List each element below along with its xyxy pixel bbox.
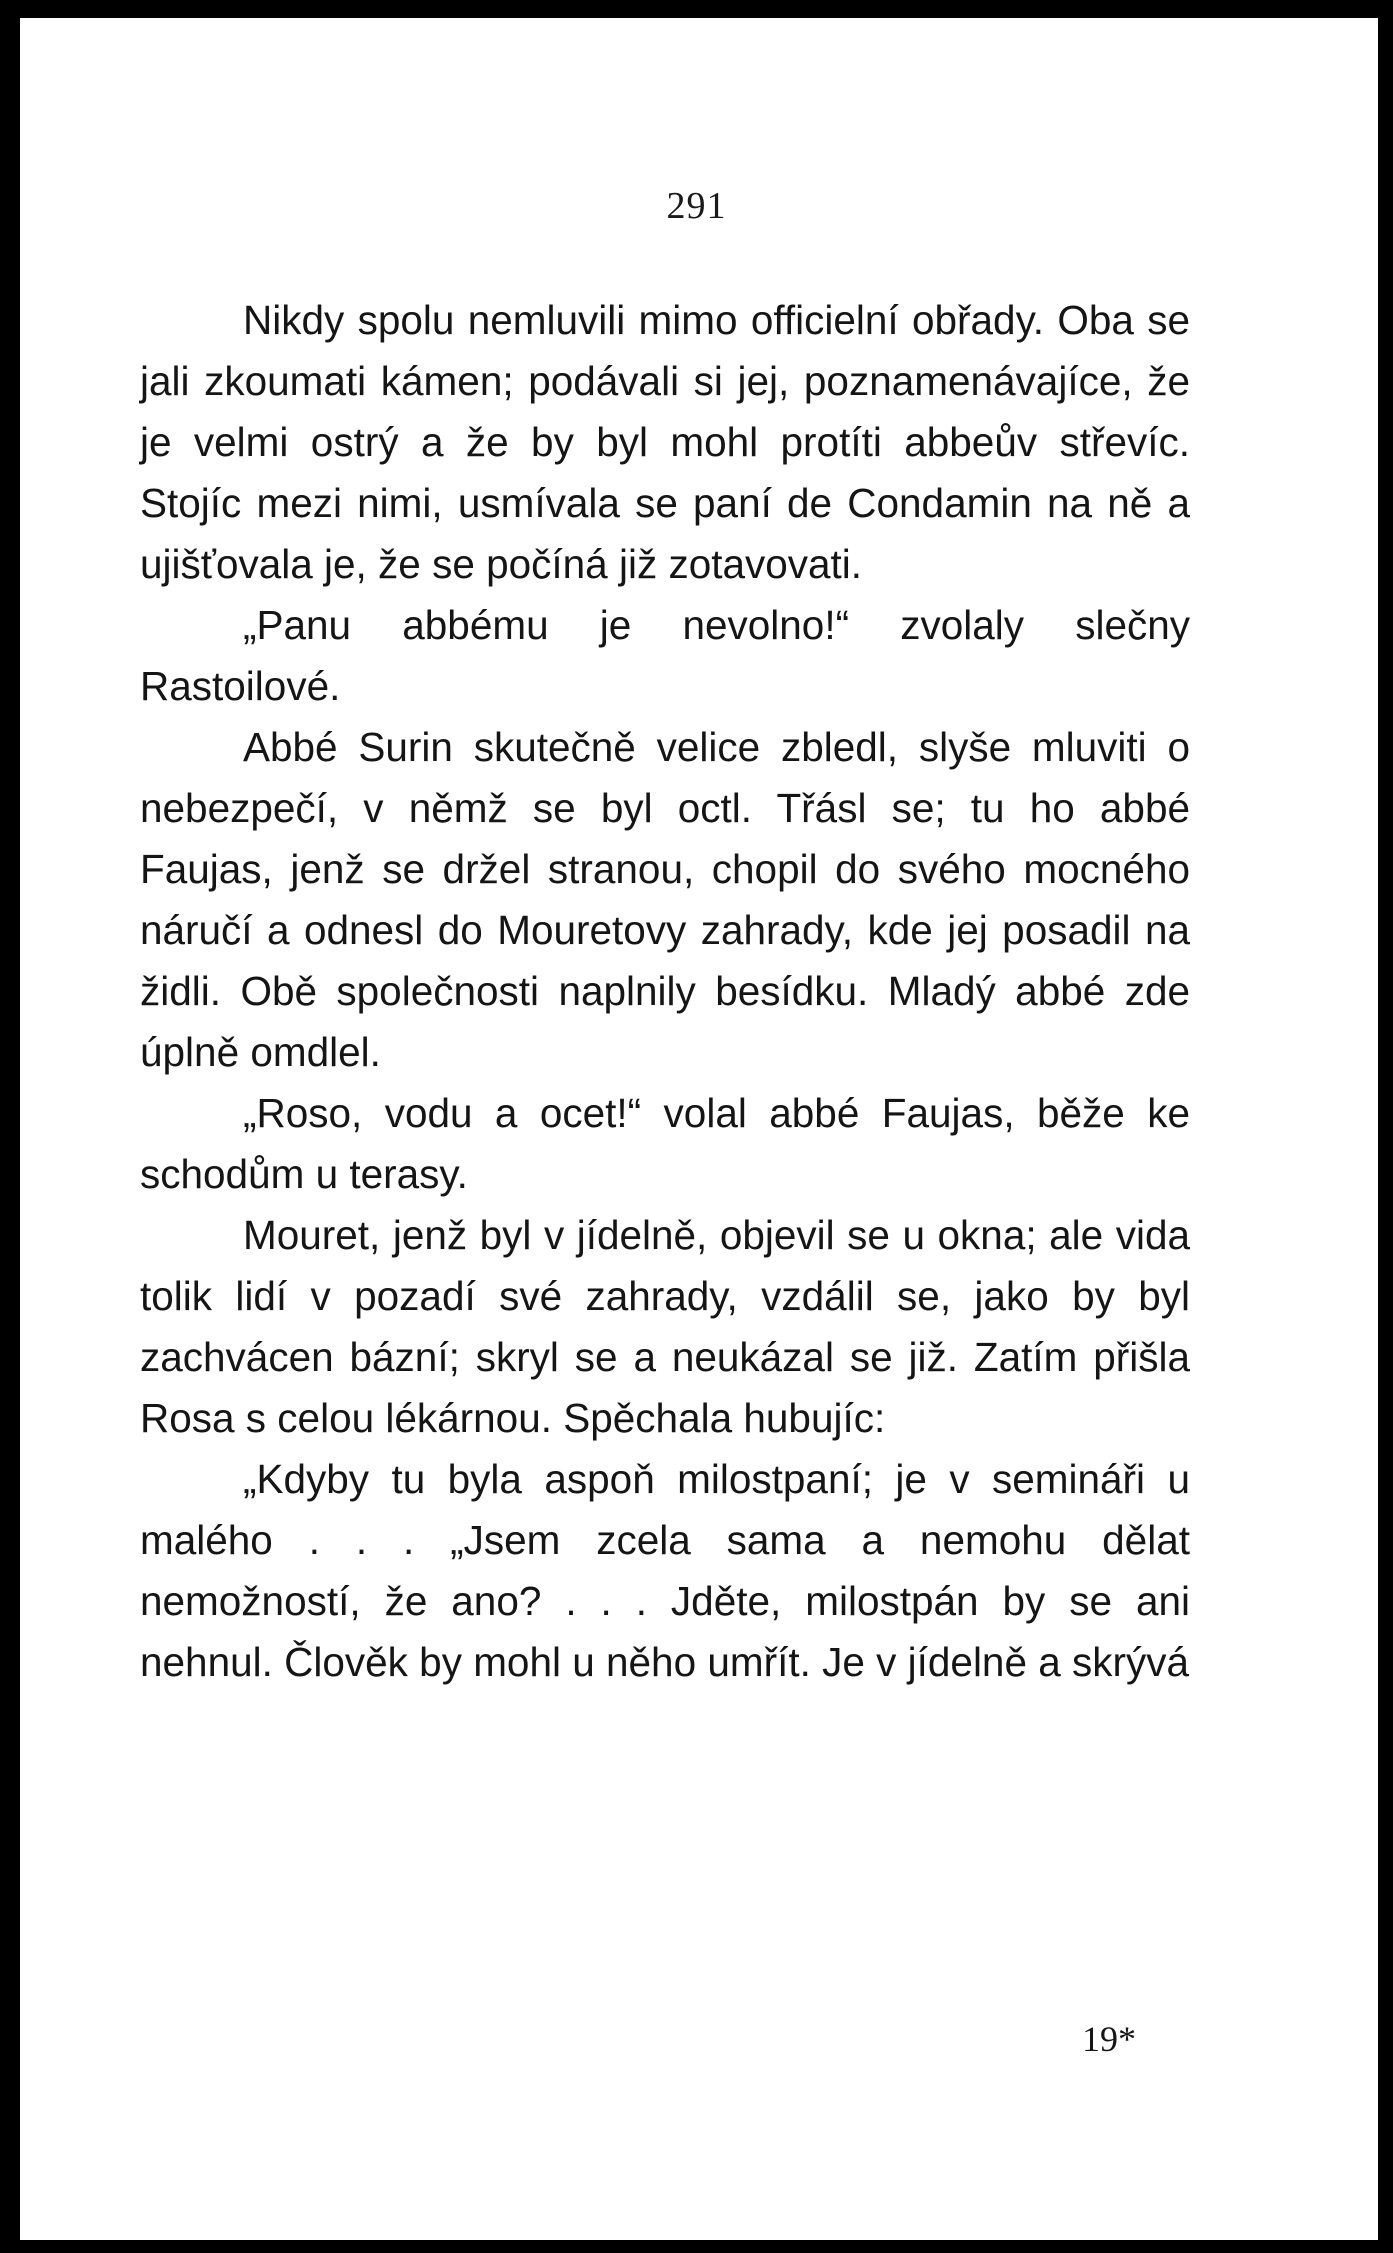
signature-mark: 19* [1082,2019,1136,2059]
scan-edge-right [1378,0,1393,2253]
paragraph: „Roso, vodu a ocet!“ volal abbé Faujas, běže ke schodům u terasy. [140,1090,1190,1197]
scan-edge-left [0,0,20,2253]
paragraph: Abbé Surin skutečně velice zbledl, slyše mluviti o nebezpečí, v němž se byl octl. Třásl se; tu ho abbé Faujas, jenž se držel stranou, chopil do svého mocného náručí a odnesl do Mouretovy zahrady, kde jej posadil na židli. Obě společnosti naplnily besídku. Mladý abbé zde úplně omdlel. [140,724,1190,1075]
page-number: 291 [666,185,727,227]
paragraph: Nikdy spolu nemluvili mimo officielní obřady. Oba se jali zkoumati kámen; podávali si jej, poznamenávajíce, že je velmi ostrý a že by byl mohl protíti abbeův střevíc. Stojíc mezi nimi, usmívala se paní de Condamin na ně a ujišťovala je, že se počíná již zotavovati. [140,297,1190,587]
paragraph: Mouret, jenž byl v jídelně, objevil se u okna; ale vida tolik lidí v pozadí své zahrady, vzdálil se, jako by byl zachvácen bázní; skryl se a neukázal se již. Zatím přišla Rosa s celou lékárnou. Spěchala hubujíc: [140,1212,1190,1441]
paragraph: „Kdyby tu byla aspoň milostpaní; je v semináři u malého . . . „Jsem zcela sama a nemohu dělat nemožností, že ano? . . . Jděte, milostpán by se ani nehnul. Člověk by mohl u něho umřít. Je v jídelně a skrývá [140,1456,1190,1685]
paragraph: „Panu abbému je nevolno!“ zvolaly slečny Rastoilové. [140,602,1190,709]
body-text [140,290,1190,1693]
